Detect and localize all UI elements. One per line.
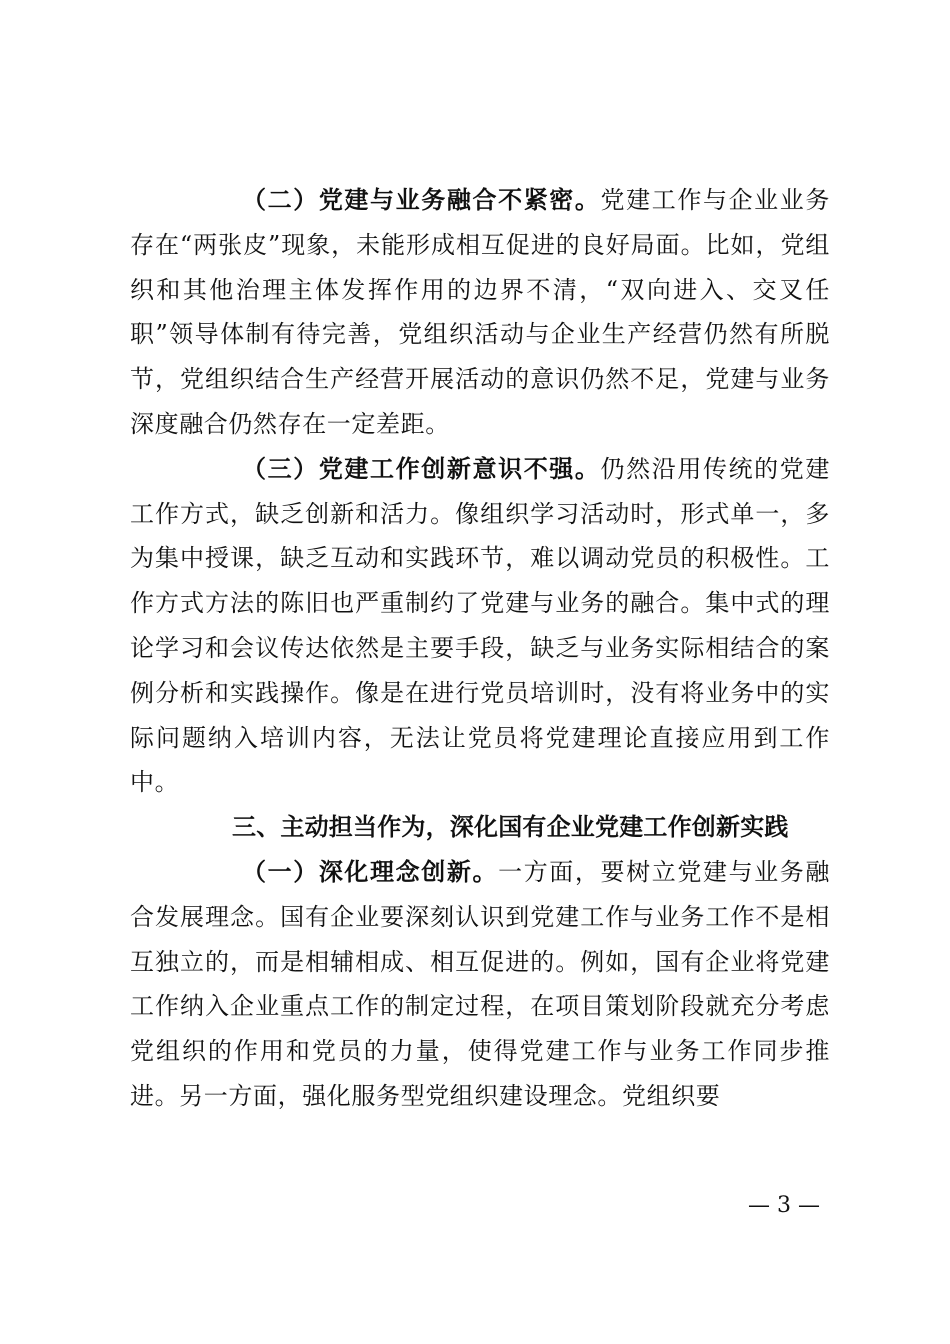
paragraph-body: 仍然沿用传统的党建工作方式，缺乏创新和活力。像组织学习活动时，形式单一，多为集中授课，缺乏互动和实践环节，难以调动党员的积极性。工作方式方法的陈旧也严重制约了党建与业务的融合。集中式的理论学习和会议传达依然是主要手段，缺乏与业务实际相结合的案例分析和实践操作。像是在进行党员培训时，没有将业务中的实际问题纳入培训内容，无法让党员将党建理论直接应用到工作中。 (130, 454, 830, 797)
paragraph-body: 一方面，要树立党建与业务融合发展理念。国有企业要深刻认识到党建工作与业务工作不是相互独立的，而是相辅相成、相互促进的。例如，国有企业将党建工作纳入企业重点工作的制定过程，在项目策划阶段就充分考虑党组织的作用和党员的力量，使得党建工作与业务工作同步推进。另一方面，强化服务型党组织建设理念。党组织要 (130, 857, 830, 1110)
paragraph-concept-innovation (130, 850, 830, 1119)
paragraph-integration (130, 178, 830, 447)
section-heading: 三、主动担当作为，深化国有企业党建工作创新实践 (232, 813, 789, 842)
paragraph-innovation-awareness (130, 447, 830, 805)
page-number: — 3 — (748, 1193, 820, 1218)
document-body (130, 178, 830, 1119)
paragraph-lead: （二）党建与业务融合不紧密。 (242, 185, 601, 214)
paragraph-body: 党建工作与企业业务存在“两张皮”现象，未能形成相互促进的良好局面。比如，党组织和其他治理主体发挥作用的边界不清，“双向进入、交叉任职”领导体制有待完善，党组织活动与企业生产经营仍然有所脱节，党组织结合生产经营开展活动的意识仍然不足，党建与业务深度融合仍然存在一定差距。 (130, 186, 830, 438)
paragraph-lead: （一）深化理念创新。 (242, 856, 499, 886)
paragraph-lead: （三）党建工作创新意识不强。 (242, 453, 601, 483)
